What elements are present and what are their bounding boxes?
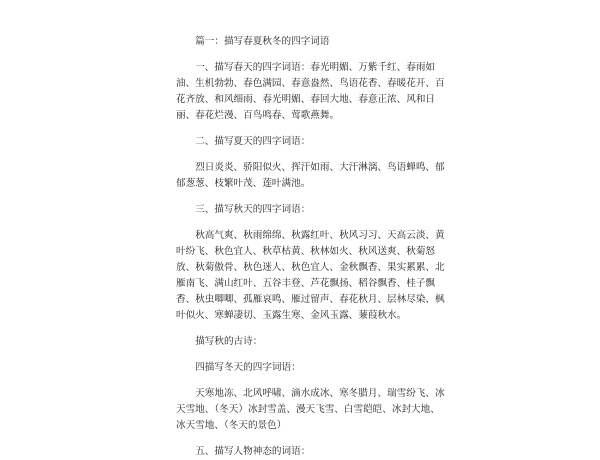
section-autumn — [176, 228, 445, 324]
spacer — [176, 376, 424, 386]
section-summary — [176, 160, 445, 192]
spacer — [176, 150, 424, 160]
text-line: 香、秋虫唧唧、孤雁哀鸣、雁过留声、春花秋月、层林尽染、枫 — [176, 294, 445, 305]
spacer — [176, 324, 424, 334]
text-line: 冰天雪地、（冬天的景色） — [176, 420, 287, 431]
text-line: 雁南飞、满山红叶、五谷丰登、芦花飘扬、稻谷飘香、桂子飘 — [176, 278, 436, 289]
spacer — [176, 434, 424, 444]
text-line: 秋高气爽、秋雨绵绵、秋露红叶、秋风习习、天高云淡、黄 — [195, 230, 445, 241]
spacer — [176, 124, 424, 134]
document-page — [176, 0, 445, 457]
section-winter-heading: 四描写冬天的四字词语： — [195, 362, 301, 373]
text-line: 放、秋菊傲骨、秋色迷人、秋色宜人、金秋飘香、果实累累、北 — [176, 262, 445, 273]
section-expression-heading: 五、描写人物神态的词语： — [195, 446, 311, 457]
text-line: 丽、春花烂漫、百鸟鸣春、莺歌燕舞。 — [176, 110, 340, 121]
text-line: 花齐放、和风细雨、春光明媚、春回大地、春意正浓、风和日 — [176, 94, 436, 105]
document-title: 篇一：描写春夏秋冬的四字词语 — [195, 36, 330, 47]
text-line: 天雪地、（冬天）冰封雪盖、漫天飞雪、白雪皑皑、冰封大地、 — [176, 404, 440, 415]
text-line: 一、描写春天的四字词语：春光明媚、万紫千红、春雨如 — [195, 62, 436, 73]
text-line: 天寒地冻、北风呼啸、滴水成冰、寒冬腊月、瑞雪纷飞、冰 — [195, 388, 445, 399]
text-line: 油、生机勃勃、春色满园、春意盎然、鸟语花香、春暖花开、百 — [176, 78, 445, 89]
spacer — [176, 192, 424, 202]
spacer — [176, 350, 424, 360]
text-line: 郁葱葱、枝繁叶茂、莲叶满池。 — [176, 178, 311, 189]
section-spring — [176, 60, 445, 124]
text-line: 叶似火、寒蝉凄切、玉露生寒、金风玉露、蒹葭秋水。 — [176, 310, 407, 321]
text-line: 叶纷飞、秋色宜人、秋草枯黄、秋林如火、秋风送爽、秋菊怒 — [176, 246, 436, 257]
text-line: 烈日炎炎、骄阳似火、挥汗如雨、大汗淋漓、鸟语蝉鸣、郁 — [195, 162, 445, 173]
spacer — [176, 50, 424, 60]
section-winter — [176, 386, 445, 434]
section-autumn-heading: 三、描写秋天的四字词语： — [195, 204, 311, 215]
spacer — [176, 218, 424, 228]
section-poem-heading: 描写秋的古诗： — [195, 336, 263, 347]
section-summary-heading: 二、描写夏天的四字词语： — [195, 136, 311, 147]
